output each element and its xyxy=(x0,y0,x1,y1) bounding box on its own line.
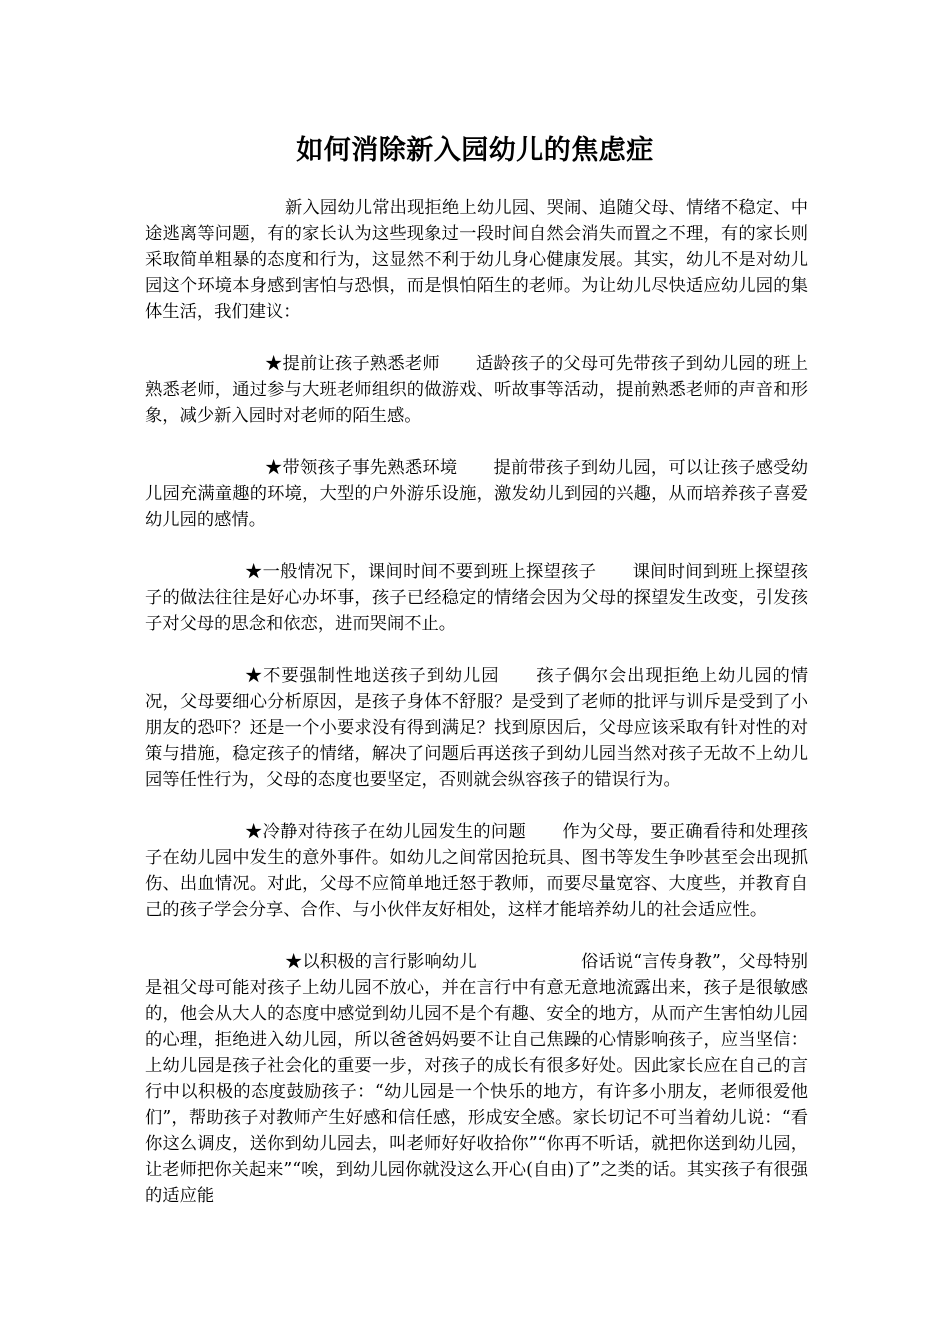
intro-paragraph: 新入园幼儿常出现拒绝上幼儿园、哭闹、追随父母、情绪不稳定、中途逃离等问题，有的家长认为这些现象过一段时间自然会消失而置之不理，有的家长则采取简单粗暴的态度和行为，这显然不利于幼儿身心健康发展。其实，幼儿不是对幼儿园这个环境本身感到害怕与恐惧，而是惧怕陌生的老师。为让幼儿尽快适应幼儿园的集体生活，我们建议： xyxy=(145,198,808,322)
section-paragraph xyxy=(145,949,808,1209)
section-text: 课间时间到班上探望孩子的做法往往是好心办坏事，孩子已经稳定的情绪会因为父母的探望发生改变，引发孩子对父母的思念和依恋，进而哭闹不止。 xyxy=(145,562,808,634)
section-paragraph xyxy=(145,351,808,429)
section-heading: ★以积极的言行影响幼儿 xyxy=(285,952,477,972)
section-paragraph xyxy=(145,819,808,923)
section-paragraph xyxy=(145,559,808,637)
section-heading: ★带领孩子事先熟悉环境 xyxy=(265,458,458,478)
section-text: 俗话说“言传身教”，父母特别是祖父母可能对孩子上幼儿园不放心，并在言行中有意无意地流露出来，孩子是很敏感的，他会从大人的态度中感觉到幼儿园不是个有趣、安全的地方，从而产生害怕幼儿园的心理，拒绝进入幼儿园，所以爸爸妈妈要不让自己焦躁的心情影响孩子，应当坚信：上幼儿园是孩子社会化的重要一步，对孩子的成长有很多好处。因此家长应在自己的言行中以积极的态度鼓励孩子：“幼儿园是一个快乐的地方，有许多小朋友，老师很爱他们”，帮助孩子对教师产生好感和信任感，形成安全感。家长切记不可当着幼儿说：“看你这么调皮，送你到幼儿园去，叫老师好好收拾你”“你再不听话，就把你送到幼儿园，让老师把你关起来”“唉，到幼儿园你就没这么开心(自由)了”之类的话。其实孩子有很强的适应能 xyxy=(145,952,808,1206)
section-heading: ★一般情况下，课间时间不要到班上探望孩子 xyxy=(245,562,597,582)
section-text: 适龄孩子的父母可先带孩子到幼儿园的班上熟悉老师，通过参与大班老师组织的做游戏、听故事等活动，提前熟悉老师的声音和形象，减少新入园时对老师的陌生感。 xyxy=(145,354,808,426)
section-heading: ★提前让孩子熟悉老师 xyxy=(265,354,440,374)
section-paragraph xyxy=(145,455,808,533)
document-body xyxy=(145,195,808,1235)
page-title: 如何消除新入园幼儿的焦虑症 xyxy=(296,135,654,166)
section-paragraph xyxy=(145,663,808,793)
section-heading: ★不要强制性地送孩子到幼儿园 xyxy=(245,666,500,686)
section-text: 作为父母，要正确看待和处理孩子在幼儿园中发生的意外事件。如幼儿之间常因抢玩具、图书等发生争吵甚至会出现抓伤、出血情况。对此，父母不应简单地迁怒于教师，而要尽量宽容、大度些，并教育自己的孩子学会分享、合作、与小伙伴友好相处，这样才能培养幼儿的社会适应性。 xyxy=(145,822,808,920)
section-text: 提前带孩子到幼儿园，可以让孩子感受幼儿园充满童趣的环境，大型的户外游乐设施，激发幼儿到园的兴趣，从而培养孩子喜爱幼儿园的感情。 xyxy=(145,458,808,530)
section-text: 孩子偶尔会出现拒绝上幼儿园的情况，父母要细心分析原因，是孩子身体不舒服？是受到了老师的批评与训斥是受到了小朋友的恐吓？还是一个小要求没有得到满足？找到原因后，父母应该采取有针对性的对策与措施，稳定孩子的情绪，解决了问题后再送孩子到幼儿园当然对孩子无故不上幼儿园等任性行为，父母的态度也要坚定，否则就会纵容孩子的错误行为。 xyxy=(145,666,808,790)
section-heading: ★冷静对待孩子在幼儿园发生的问题 xyxy=(245,822,527,842)
